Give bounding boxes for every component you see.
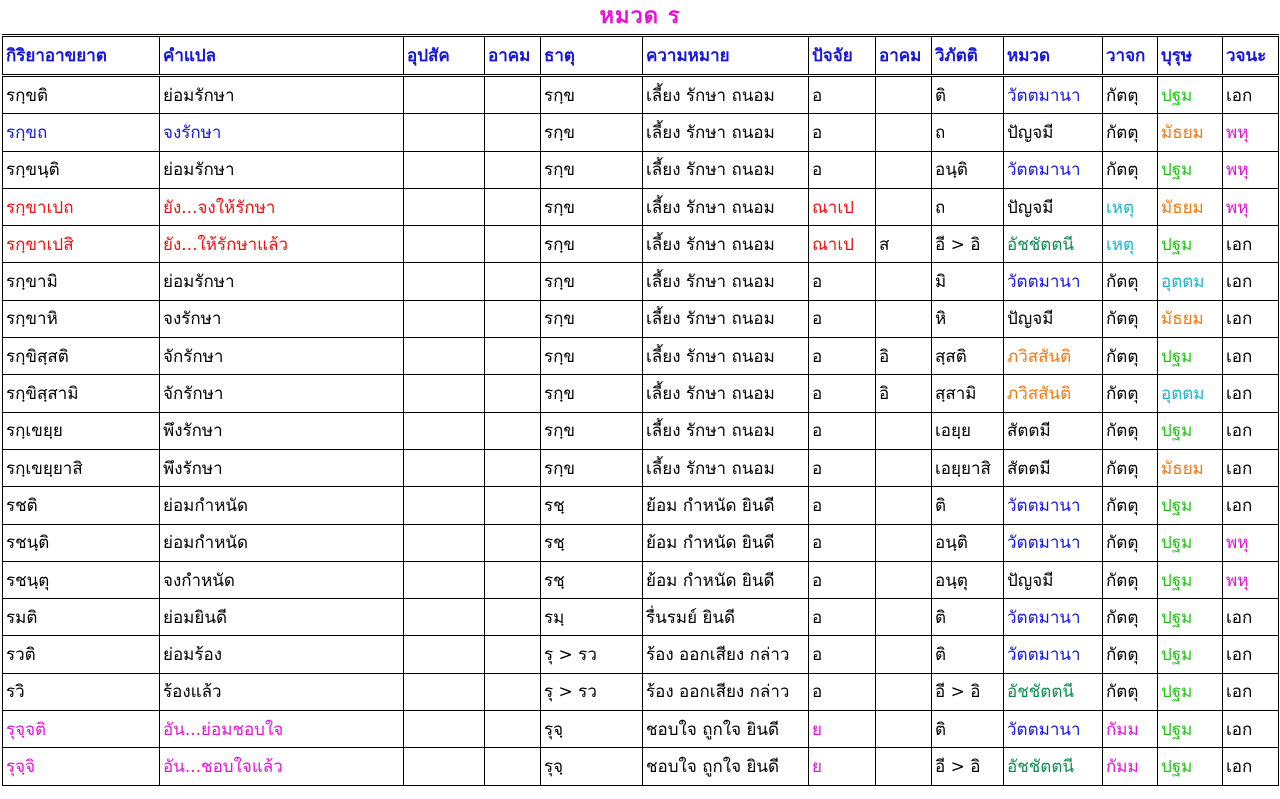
- cell-verb: รกฺเขยฺยาสิ: [3, 449, 160, 486]
- conjugation-table: [2, 34, 1279, 786]
- cell-mood: อัชชัตตนี: [1004, 673, 1103, 710]
- cell-root: รกฺข: [541, 263, 643, 300]
- cell-suffix: อ: [809, 300, 876, 337]
- cell-meaning: ย่อมรักษา: [160, 76, 404, 114]
- cell-agama2: อิ: [876, 338, 932, 375]
- column-header-ending: วิภัตติ: [932, 36, 1004, 76]
- cell-voice: กัตตุ: [1103, 524, 1158, 561]
- cell-mood: ภวิสสันติ: [1004, 375, 1103, 412]
- cell-voice: กัตตุ: [1103, 673, 1158, 710]
- column-header-verb: กิริยาอาขยาต: [3, 36, 160, 76]
- cell-mood: ภวิสสันติ: [1004, 338, 1103, 375]
- cell-verb: รกฺขามิ: [3, 263, 160, 300]
- cell-agama1: [485, 151, 541, 188]
- column-header-sense: ความหมาย: [643, 36, 809, 76]
- cell-meaning: จักรักษา: [160, 375, 404, 412]
- cell-root: รุจฺ: [541, 711, 643, 748]
- cell-mood: วัตตมานา: [1004, 636, 1103, 673]
- cell-ending: อนฺติ: [932, 151, 1004, 188]
- cell-mood: อัชชัตตนี: [1004, 748, 1103, 785]
- cell-voice: เหตุ: [1103, 188, 1158, 225]
- column-header-voice: วาจก: [1103, 36, 1158, 76]
- cell-ending: มิ: [932, 263, 1004, 300]
- cell-agama1: [485, 188, 541, 225]
- column-header-agama1: อาคม: [485, 36, 541, 76]
- cell-voice: กัมม: [1103, 748, 1158, 785]
- cell-sense: รื่นรมย์ ยินดี: [643, 599, 809, 636]
- cell-number: พหุ: [1223, 151, 1279, 188]
- cell-number: เอก: [1223, 599, 1279, 636]
- cell-sense: เลี้ยง รักษา ถนอม: [643, 263, 809, 300]
- cell-sense: ย้อม กำหนัด ยินดี: [643, 487, 809, 524]
- cell-agama1: [485, 338, 541, 375]
- cell-sense: เลี้ยง รักษา ถนอม: [643, 449, 809, 486]
- cell-agama1: [485, 300, 541, 337]
- cell-verb: รชติ: [3, 487, 160, 524]
- cell-suffix: อ: [809, 338, 876, 375]
- cell-agama1: [485, 375, 541, 412]
- cell-sense: เลี้ยง รักษา ถนอม: [643, 300, 809, 337]
- cell-agama1: [485, 524, 541, 561]
- cell-sense: เลี้ยง รักษา ถนอม: [643, 151, 809, 188]
- cell-sense: เลี้ยง รักษา ถนอม: [643, 114, 809, 151]
- table-header-row: [3, 36, 1279, 76]
- cell-suffix: ย: [809, 711, 876, 748]
- cell-person: ปฐม: [1158, 151, 1223, 188]
- cell-ending: อนฺติ: [932, 524, 1004, 561]
- cell-root: รกฺข: [541, 375, 643, 412]
- cell-agama1: [485, 263, 541, 300]
- cell-agama2: [876, 711, 932, 748]
- cell-root: รกฺข: [541, 300, 643, 337]
- cell-voice: กัตตุ: [1103, 263, 1158, 300]
- cell-root: รกฺข: [541, 76, 643, 114]
- cell-ending: ติ: [932, 636, 1004, 673]
- cell-suffix: อ: [809, 673, 876, 710]
- cell-verb: รกฺเขยฺย: [3, 412, 160, 449]
- cell-meaning: พึงรักษา: [160, 449, 404, 486]
- cell-meaning: จงกำหนัด: [160, 561, 404, 598]
- cell-verb: รกฺขนฺติ: [3, 151, 160, 188]
- cell-agama2: [876, 412, 932, 449]
- cell-meaning: ยัง...ให้รักษาแล้ว: [160, 226, 404, 263]
- cell-prefix: [404, 487, 485, 524]
- cell-ending: อี > อิ: [932, 226, 1004, 263]
- cell-agama2: ส: [876, 226, 932, 263]
- column-header-suffix: ปัจจัย: [809, 36, 876, 76]
- table-row: [3, 188, 1279, 225]
- cell-agama1: [485, 636, 541, 673]
- cell-number: เอก: [1223, 636, 1279, 673]
- cell-mood: วัตตมานา: [1004, 487, 1103, 524]
- cell-person: ปฐม: [1158, 487, 1223, 524]
- cell-meaning: ย่อมร้อง: [160, 636, 404, 673]
- cell-verb: รกฺขาหิ: [3, 300, 160, 337]
- table-row: [3, 263, 1279, 300]
- cell-meaning: ย่อมรักษา: [160, 151, 404, 188]
- cell-prefix: [404, 711, 485, 748]
- cell-ending: อี > อิ: [932, 748, 1004, 785]
- cell-person: ปฐม: [1158, 599, 1223, 636]
- cell-prefix: [404, 338, 485, 375]
- cell-person: มัธยม: [1158, 449, 1223, 486]
- cell-root: รกฺข: [541, 188, 643, 225]
- cell-number: เอก: [1223, 748, 1279, 785]
- cell-suffix: ณาเป: [809, 226, 876, 263]
- cell-number: พหุ: [1223, 561, 1279, 598]
- cell-meaning: จักรักษา: [160, 338, 404, 375]
- cell-ending: เอยฺย: [932, 412, 1004, 449]
- cell-ending: ติ: [932, 76, 1004, 114]
- cell-suffix: ย: [809, 748, 876, 785]
- cell-suffix: อ: [809, 636, 876, 673]
- cell-prefix: [404, 748, 485, 785]
- cell-sense: ชอบใจ ถูกใจ ยินดี: [643, 748, 809, 785]
- cell-sense: ย้อม กำหนัด ยินดี: [643, 561, 809, 598]
- cell-meaning: ย่อมรักษา: [160, 263, 404, 300]
- table-row: [3, 748, 1279, 785]
- cell-suffix: อ: [809, 114, 876, 151]
- cell-agama2: [876, 114, 932, 151]
- cell-root: รกฺข: [541, 412, 643, 449]
- column-header-prefix: อุปสัค: [404, 36, 485, 76]
- cell-suffix: อ: [809, 599, 876, 636]
- cell-voice: กัตตุ: [1103, 412, 1158, 449]
- cell-agama2: [876, 263, 932, 300]
- table-row: [3, 524, 1279, 561]
- cell-ending: สฺสติ: [932, 338, 1004, 375]
- cell-prefix: [404, 76, 485, 114]
- column-header-mood: หมวด: [1004, 36, 1103, 76]
- cell-voice: กัตตุ: [1103, 636, 1158, 673]
- cell-sense: เลี้ยง รักษา ถนอม: [643, 226, 809, 263]
- table-row: [3, 487, 1279, 524]
- table-row: [3, 338, 1279, 375]
- cell-prefix: [404, 375, 485, 412]
- cell-person: มัธยม: [1158, 300, 1223, 337]
- cell-suffix: อ: [809, 76, 876, 114]
- cell-verb: รุจฺจติ: [3, 711, 160, 748]
- cell-agama2: [876, 300, 932, 337]
- cell-person: ปฐม: [1158, 76, 1223, 114]
- cell-suffix: อ: [809, 263, 876, 300]
- cell-mood: วัตตมานา: [1004, 76, 1103, 114]
- column-header-root: ธาตุ: [541, 36, 643, 76]
- cell-voice: กัตตุ: [1103, 76, 1158, 114]
- cell-root: รกฺข: [541, 226, 643, 263]
- cell-person: อุตตม: [1158, 263, 1223, 300]
- cell-ending: ติ: [932, 599, 1004, 636]
- cell-number: เอก: [1223, 375, 1279, 412]
- cell-agama1: [485, 711, 541, 748]
- cell-person: ปฐม: [1158, 636, 1223, 673]
- cell-suffix: อ: [809, 375, 876, 412]
- table-row: [3, 636, 1279, 673]
- cell-meaning: ยัง...จงให้รักษา: [160, 188, 404, 225]
- cell-number: พหุ: [1223, 114, 1279, 151]
- cell-person: อุตตม: [1158, 375, 1223, 412]
- cell-number: เอก: [1223, 487, 1279, 524]
- cell-meaning: อัน...ย่อมชอบใจ: [160, 711, 404, 748]
- cell-verb: รมติ: [3, 599, 160, 636]
- cell-person: มัธยม: [1158, 114, 1223, 151]
- table-row: [3, 412, 1279, 449]
- cell-prefix: [404, 226, 485, 263]
- cell-verb: รกฺขิสฺสามิ: [3, 375, 160, 412]
- cell-agama1: [485, 449, 541, 486]
- cell-person: ปฐม: [1158, 412, 1223, 449]
- cell-person: ปฐม: [1158, 226, 1223, 263]
- cell-voice: กัตตุ: [1103, 300, 1158, 337]
- cell-ending: ติ: [932, 487, 1004, 524]
- cell-mood: สัตตมี: [1004, 412, 1103, 449]
- table-row: [3, 114, 1279, 151]
- cell-mood: สัตตมี: [1004, 449, 1103, 486]
- cell-person: ปฐม: [1158, 561, 1223, 598]
- cell-mood: วัตตมานา: [1004, 599, 1103, 636]
- cell-verb: รกฺขถ: [3, 114, 160, 151]
- cell-number: พหุ: [1223, 188, 1279, 225]
- cell-number: เอก: [1223, 673, 1279, 710]
- cell-ending: หิ: [932, 300, 1004, 337]
- cell-agama2: [876, 636, 932, 673]
- cell-mood: วัตตมานา: [1004, 151, 1103, 188]
- cell-agama1: [485, 748, 541, 785]
- cell-agama2: [876, 449, 932, 486]
- cell-meaning: จงรักษา: [160, 114, 404, 151]
- column-header-number: วจนะ: [1223, 36, 1279, 76]
- cell-prefix: [404, 449, 485, 486]
- cell-root: รกฺข: [541, 449, 643, 486]
- cell-number: เอก: [1223, 226, 1279, 263]
- cell-verb: รกฺขาเปถ: [3, 188, 160, 225]
- cell-suffix: ณาเป: [809, 188, 876, 225]
- cell-number: เอก: [1223, 76, 1279, 114]
- cell-ending: อนฺตุ: [932, 561, 1004, 598]
- table-row: [3, 151, 1279, 188]
- cell-prefix: [404, 188, 485, 225]
- cell-mood: ปัญจมี: [1004, 561, 1103, 598]
- cell-verb: รกฺขิสฺสติ: [3, 338, 160, 375]
- cell-agama2: [876, 76, 932, 114]
- cell-agama1: [485, 599, 541, 636]
- cell-verb: รชนฺตุ: [3, 561, 160, 598]
- cell-sense: เลี้ยง รักษา ถนอม: [643, 338, 809, 375]
- cell-sense: เลี้ยง รักษา ถนอม: [643, 412, 809, 449]
- cell-voice: กัมม: [1103, 711, 1158, 748]
- cell-meaning: ย่อมยินดี: [160, 599, 404, 636]
- cell-verb: รกฺขติ: [3, 76, 160, 114]
- cell-prefix: [404, 636, 485, 673]
- cell-person: ปฐม: [1158, 524, 1223, 561]
- table-row: [3, 599, 1279, 636]
- cell-sense: ร้อง ออกเสียง กล่าว: [643, 636, 809, 673]
- table-row: [3, 449, 1279, 486]
- cell-agama2: [876, 524, 932, 561]
- cell-verb: รวิ: [3, 673, 160, 710]
- cell-root: รกฺข: [541, 338, 643, 375]
- cell-ending: ถ: [932, 188, 1004, 225]
- cell-person: ปฐม: [1158, 673, 1223, 710]
- cell-agama2: [876, 748, 932, 785]
- cell-mood: ปัญจมี: [1004, 188, 1103, 225]
- cell-sense: เลี้ยง รักษา ถนอม: [643, 188, 809, 225]
- cell-prefix: [404, 524, 485, 561]
- cell-prefix: [404, 114, 485, 151]
- table-body: [3, 76, 1279, 786]
- cell-mood: วัตตมานา: [1004, 711, 1103, 748]
- cell-sense: เลี้ยง รักษา ถนอม: [643, 375, 809, 412]
- cell-root: รุจฺ: [541, 748, 643, 785]
- cell-meaning: จงรักษา: [160, 300, 404, 337]
- cell-mood: วัตตมานา: [1004, 263, 1103, 300]
- cell-agama2: อิ: [876, 375, 932, 412]
- table-row: [3, 226, 1279, 263]
- cell-suffix: อ: [809, 151, 876, 188]
- table-row: [3, 375, 1279, 412]
- cell-root: รชฺ: [541, 487, 643, 524]
- cell-root: รกฺข: [541, 114, 643, 151]
- cell-person: ปฐม: [1158, 748, 1223, 785]
- cell-agama2: [876, 561, 932, 598]
- cell-prefix: [404, 599, 485, 636]
- cell-agama1: [485, 226, 541, 263]
- table-row: [3, 561, 1279, 598]
- cell-meaning: พึงรักษา: [160, 412, 404, 449]
- cell-ending: ถ: [932, 114, 1004, 151]
- cell-sense: ร้อง ออกเสียง กล่าว: [643, 673, 809, 710]
- cell-root: รุ > รว: [541, 636, 643, 673]
- cell-root: รชฺ: [541, 561, 643, 598]
- cell-mood: ปัญจมี: [1004, 300, 1103, 337]
- cell-prefix: [404, 561, 485, 598]
- cell-root: รุ > รว: [541, 673, 643, 710]
- cell-meaning: ย่อมกำหนัด: [160, 487, 404, 524]
- page-title: หมวด ร: [599, 4, 681, 29]
- cell-number: พหุ: [1223, 524, 1279, 561]
- cell-verb: รชนฺติ: [3, 524, 160, 561]
- cell-sense: ชอบใจ ถูกใจ ยินดี: [643, 711, 809, 748]
- cell-agama1: [485, 561, 541, 598]
- cell-mood: อัชชัตตนี: [1004, 226, 1103, 263]
- table-row: [3, 76, 1279, 114]
- cell-ending: อี > อิ: [932, 673, 1004, 710]
- cell-ending: เอยฺยาสิ: [932, 449, 1004, 486]
- cell-agama1: [485, 412, 541, 449]
- cell-number: เอก: [1223, 449, 1279, 486]
- cell-root: รกฺข: [541, 151, 643, 188]
- cell-suffix: อ: [809, 449, 876, 486]
- cell-agama2: [876, 673, 932, 710]
- cell-number: เอก: [1223, 412, 1279, 449]
- cell-agama1: [485, 114, 541, 151]
- cell-sense: ย้อม กำหนัด ยินดี: [643, 524, 809, 561]
- cell-voice: กัตตุ: [1103, 599, 1158, 636]
- cell-prefix: [404, 263, 485, 300]
- cell-voice: กัตตุ: [1103, 561, 1158, 598]
- table-row: [3, 300, 1279, 337]
- column-header-agama2: อาคม: [876, 36, 932, 76]
- cell-voice: กัตตุ: [1103, 114, 1158, 151]
- column-header-person: บุรุษ: [1158, 36, 1223, 76]
- cell-number: เอก: [1223, 263, 1279, 300]
- cell-root: รมฺ: [541, 599, 643, 636]
- cell-verb: รุจฺจิ: [3, 748, 160, 785]
- cell-voice: กัตตุ: [1103, 375, 1158, 412]
- cell-suffix: อ: [809, 524, 876, 561]
- cell-prefix: [404, 300, 485, 337]
- cell-person: ปฐม: [1158, 711, 1223, 748]
- cell-verb: รวติ: [3, 636, 160, 673]
- cell-agama1: [485, 76, 541, 114]
- cell-voice: กัตตุ: [1103, 338, 1158, 375]
- cell-person: ปฐม: [1158, 338, 1223, 375]
- cell-meaning: ร้องแล้ว: [160, 673, 404, 710]
- cell-meaning: อัน...ชอบใจแล้ว: [160, 748, 404, 785]
- cell-voice: เหตุ: [1103, 226, 1158, 263]
- cell-voice: กัตตุ: [1103, 487, 1158, 524]
- cell-agama1: [485, 487, 541, 524]
- cell-prefix: [404, 151, 485, 188]
- cell-voice: กัตตุ: [1103, 151, 1158, 188]
- cell-ending: สฺสามิ: [932, 375, 1004, 412]
- cell-suffix: อ: [809, 412, 876, 449]
- cell-ending: ติ: [932, 711, 1004, 748]
- cell-agama2: [876, 188, 932, 225]
- table-row: [3, 711, 1279, 748]
- cell-suffix: อ: [809, 487, 876, 524]
- cell-root: รชฺ: [541, 524, 643, 561]
- cell-number: เอก: [1223, 300, 1279, 337]
- cell-number: เอก: [1223, 338, 1279, 375]
- cell-prefix: [404, 412, 485, 449]
- cell-suffix: อ: [809, 561, 876, 598]
- column-header-meaning: คำแปล: [160, 36, 404, 76]
- cell-agama2: [876, 487, 932, 524]
- cell-person: มัธยม: [1158, 188, 1223, 225]
- cell-agama2: [876, 599, 932, 636]
- cell-sense: เลี้ยง รักษา ถนอม: [643, 76, 809, 114]
- cell-meaning: ย่อมกำหนัด: [160, 524, 404, 561]
- cell-agama2: [876, 151, 932, 188]
- cell-agama1: [485, 673, 541, 710]
- cell-mood: ปัญจมี: [1004, 114, 1103, 151]
- cell-mood: วัตตมานา: [1004, 524, 1103, 561]
- cell-prefix: [404, 673, 485, 710]
- cell-number: เอก: [1223, 711, 1279, 748]
- cell-voice: กัตตุ: [1103, 449, 1158, 486]
- table-row: [3, 673, 1279, 710]
- cell-verb: รกฺขาเปสิ: [3, 226, 160, 263]
